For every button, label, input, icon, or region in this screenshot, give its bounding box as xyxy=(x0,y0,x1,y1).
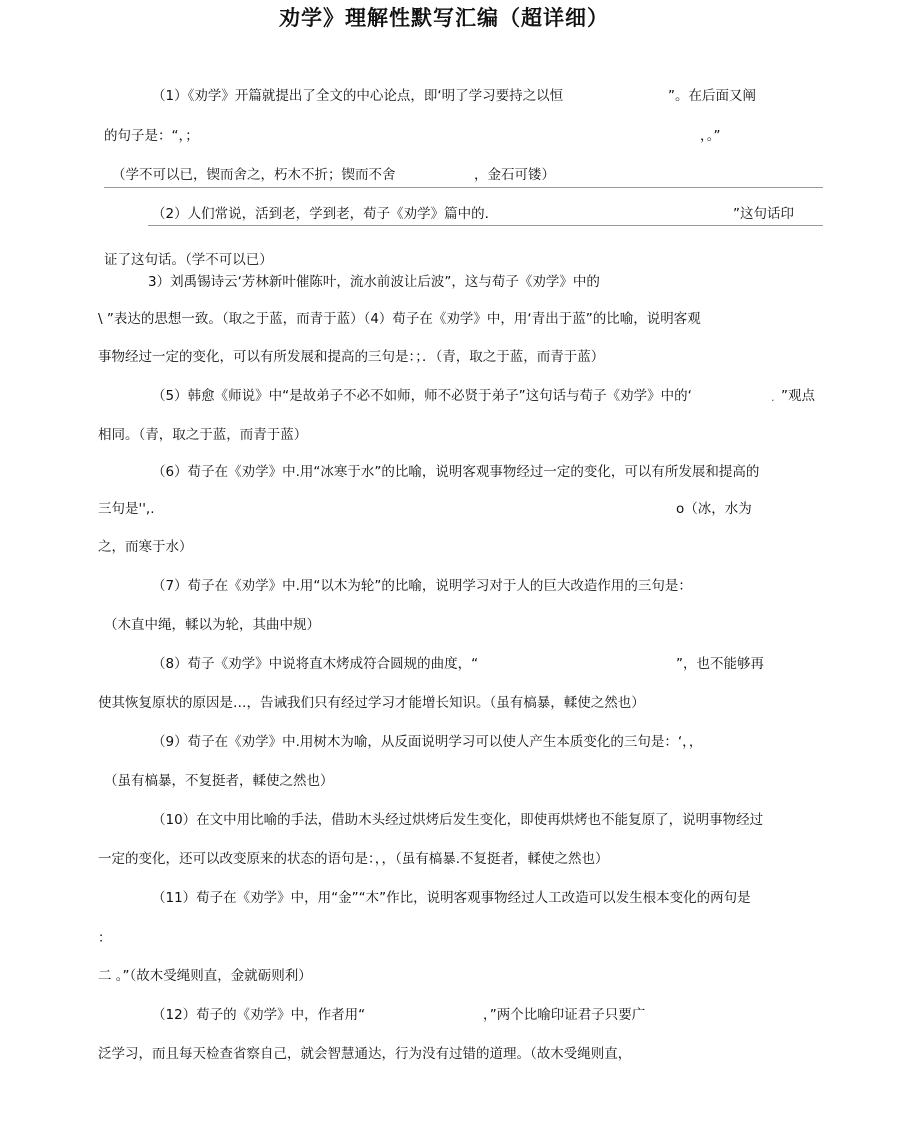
q6-line-1: （6）荀子在《劝学》中.用“冰寒于水”的比喻，说明客观事物经过一定的变化，可以有所发展和提高的 xyxy=(152,464,760,480)
q6-line-3: 之，而寒于水） xyxy=(98,539,193,555)
q7-line-1: （7）荀子在《劝学》中.用“以木为轮”的比喻，说明学习对于人的巨大改造作用的三句是： xyxy=(152,578,692,594)
q7-answer: （木直中绳，輮以为轮，其曲中规） xyxy=(104,617,320,633)
q2-line-2: 证了这句话。（学不可以已） xyxy=(104,252,273,268)
q1-line-2-end: ，。” xyxy=(700,128,721,144)
q1-answer-end: ，金石可镂） xyxy=(474,167,555,183)
q1-answer: （学不可以已，锲而舍之，朽木不折；锲而不舍 xyxy=(112,167,396,183)
q5-line-1: （5）韩愈《师说》中“是故弟子不必不如师，师不必贤于弟子”这句话与荀子《劝学》中的‘ xyxy=(152,388,692,404)
q9-answer: （虽有槁暴，不复挺者，輮使之然也） xyxy=(104,773,334,789)
q5-line-2: 相同。（青，取之于蓝，而青于蓝） xyxy=(98,427,308,443)
q8-line-2: 使其恢复原状的原因是…，告诫我们只有经过学习才能增长知识。（虽有槁暴，輮使之然也） xyxy=(98,695,645,711)
q10-line-1: （10）在文中用比喻的手法，借助木头经过烘烤后发生变化，即使再烘烤也不能复原了，说明事物经过 xyxy=(152,812,764,828)
q5-dot: . xyxy=(771,391,775,404)
q3-line-1: 3）刘禹锡诗云‘芳林新叶催陈叶，流水前波让后波”，这与荀子《劝学》中的 xyxy=(148,274,600,290)
q1-line-1-end: ”。在后面又阐 xyxy=(668,88,756,104)
q8-line-1-end: ”，也不能够再 xyxy=(676,656,764,672)
q8-line-1: （8）荀子《劝学》中说将直木烤成符合圆规的曲度，“ xyxy=(152,656,479,672)
divider-1 xyxy=(104,187,823,188)
page-title: 劝学》理解性默写汇编（超详细） xyxy=(279,6,609,30)
q10-line-2: 一定的变化，还可以改变原来的状态的语句是：，，（虽有槁暴.不复挺者，輮使之然也） xyxy=(98,851,609,867)
q4-line: 事物经过一定的变化，可以有所发展和提高的三句是：；．（青，取之于蓝，而青于蓝） xyxy=(98,349,605,365)
q12-line-1-end: ，”两个比喻印证君子只要广 xyxy=(483,1007,646,1023)
q5-line-1-end: ”观点 xyxy=(781,388,815,404)
q9-line-1: （9）荀子在《劝学》中.用树木为喻，从反面说明学习可以使人产生本质变化的三句是：‘，， xyxy=(152,734,703,750)
q2-line-1: （2）人们常说，活到老，学到老，荀子《劝学》篇中的. xyxy=(152,206,489,222)
q1-line-2: 的句子是：“，； xyxy=(104,128,199,144)
q6-line-2: 三句是'',. xyxy=(98,501,155,517)
q11-line-1: （11）荀子在《劝学》中，用“金”“木”作比，说明客观事物经过人工改造可以发生根本变化的两句是 xyxy=(152,890,751,906)
q12-line-2: 泛学习，而且每天检查省察自己，就会智慧通达，行为没有过错的道理。（故木受绳则直， xyxy=(98,1046,632,1062)
q12-line-1: （12）荀子的《劝学》中，作者用“ xyxy=(152,1007,366,1023)
q6-line-2-end: o（冰，水为 xyxy=(676,501,752,517)
q1-line-1: （1）《劝学》开篇就提出了全文的中心论点，即‘明了学习要持之以恒 xyxy=(152,88,564,104)
q2-line-1-end: ”这句话印 xyxy=(733,206,794,222)
q3-line-2: \ ”表达的思想一致。（取之于蓝，而青于蓝）（4）荀子在《劝学》中，用‘青出于蓝”的比喻，说明客观 xyxy=(98,311,701,327)
q11-line-3: 二 。”（故木受绳则直，金就砺则利） xyxy=(98,968,312,984)
q11-line-2: ： xyxy=(98,930,112,946)
divider-2 xyxy=(148,225,823,226)
